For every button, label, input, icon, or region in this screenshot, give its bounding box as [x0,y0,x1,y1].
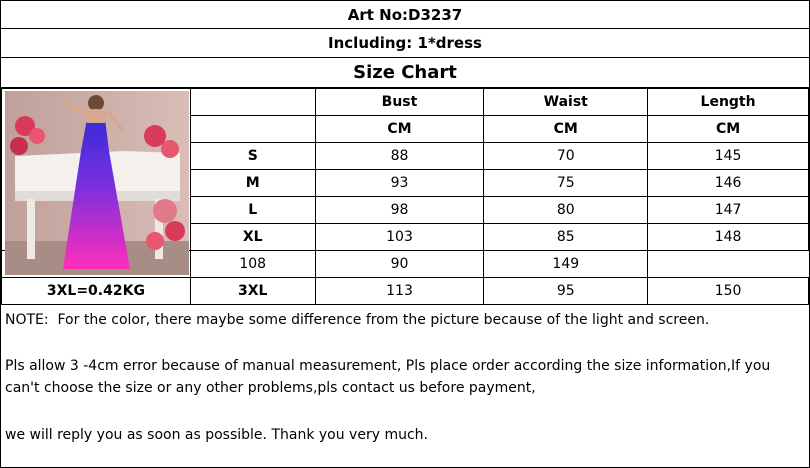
waist-value: 80 [484,197,648,224]
column-header-length: Length [648,89,809,116]
length-value: 146 [648,170,809,197]
size-label: XL [190,224,315,251]
size-label: S [190,143,315,170]
product-photo [5,91,189,275]
including-text: Including: 1*dress [328,34,482,52]
length-value: 145 [648,143,809,170]
art-number-row [1,1,809,29]
art-number: Art No:D3237 [347,5,463,24]
bust-value: 108 [190,251,315,278]
size-label: L [190,197,315,224]
size-chart-title-row [1,58,809,88]
unit-length: CM [648,116,809,143]
column-header-waist: Waist [484,89,648,116]
waist-value: 90 [315,251,484,278]
bust-value: 113 [315,278,484,305]
including-row [1,29,809,58]
length-value: 150 [648,278,809,305]
bust-value: 103 [315,224,484,251]
column-header-bust: Bust [315,89,484,116]
note-color: NOTE: For the color, there maybe some difference from the picture because of the light and screen. [5,312,710,328]
blank-units-cell [190,116,315,143]
product-photo-cell [2,89,191,251]
bust-value: 93 [315,170,484,197]
waist-value: 70 [484,143,648,170]
waist-value: 75 [484,170,648,197]
bust-value: 98 [315,197,484,224]
size-label: 3XL [190,278,315,305]
size-chart-title: Size Chart [353,62,457,83]
blank-header-cell [190,89,315,116]
note-error-line2: can't choose the size or any other problems,pls contact us before payment, [5,380,536,396]
table-row [2,278,809,305]
note-reply: we will reply you as soon as possible. Thank you very much. [5,427,428,443]
length-value: 148 [648,224,809,251]
size-table [1,88,809,305]
bust-value: 88 [315,143,484,170]
note-error-line1: Pls allow 3 -4cm error because of manual measurement, Pls place order according the size information,If you [5,358,771,374]
table-header-row [2,89,809,116]
length-value: 149 [484,251,648,278]
weight-label: 3XL=0.42KG [2,278,191,305]
waist-value: 85 [484,224,648,251]
unit-bust: CM [315,116,484,143]
unit-waist: CM [484,116,648,143]
size-label: M [190,170,315,197]
length-value: 147 [648,197,809,224]
waist-value: 95 [484,278,648,305]
